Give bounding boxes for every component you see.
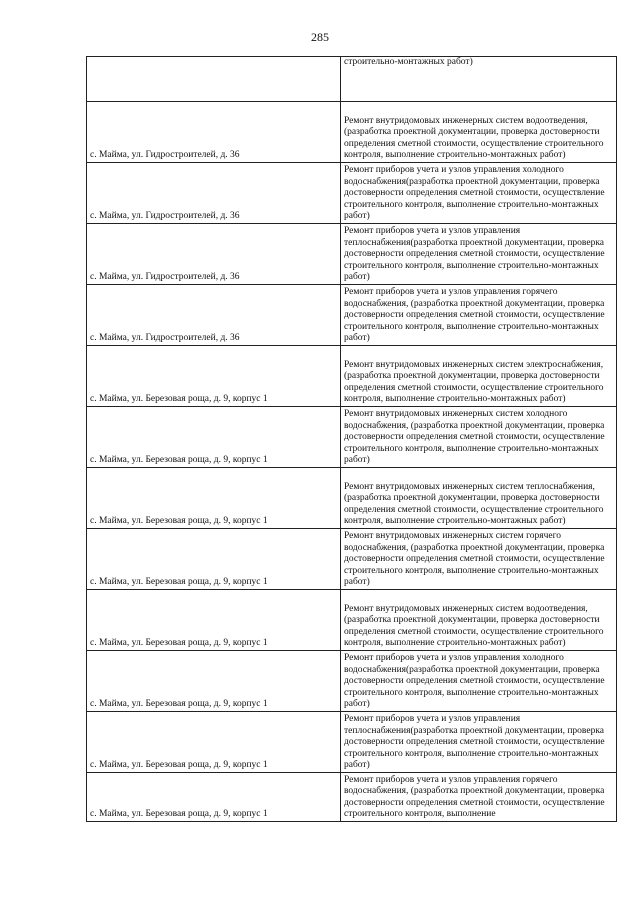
work-cell xyxy=(341,163,617,224)
address-cell xyxy=(87,651,341,712)
table-row xyxy=(87,529,617,590)
table-row xyxy=(87,224,617,285)
address-text: с. Майма, ул. Березовая роща, д. 9, корпус 1 xyxy=(90,809,268,820)
table-row xyxy=(87,285,617,346)
work-cell xyxy=(341,651,617,712)
work-cell xyxy=(341,224,617,285)
page-number: 285 xyxy=(311,30,329,44)
address-cell xyxy=(87,407,341,468)
work-cell xyxy=(341,346,617,407)
works-table xyxy=(86,56,617,822)
work-description: Ремонт внутридомовых инженерных систем электроснабжения, (разработка проектной документации, проверка достоверности определения сметной стоимости, осуществление строительного контроля, выполнение строительно-монтажных работ) xyxy=(344,359,604,405)
table-row xyxy=(87,773,617,822)
address-text: с. Майма, ул. Березовая роща, д. 9, корпус 1 xyxy=(90,638,268,649)
address-cell xyxy=(87,468,341,529)
work-cell xyxy=(341,285,617,346)
address-text: с. Майма, ул. Березовая роща, д. 9, корпус 1 xyxy=(90,760,268,771)
table-row xyxy=(87,407,617,468)
work-description: Ремонт приборов учета и узлов управления холодного водоснабжения(разработка проектной документации, проверка достоверности определения сметной стоимости, осуществление строительного контроля, выполнение строительно-монтажных работ) xyxy=(344,653,605,710)
address-cell xyxy=(87,102,341,163)
works-table-body xyxy=(87,57,617,822)
table-row xyxy=(87,102,617,163)
address-cell xyxy=(87,529,341,590)
work-cell xyxy=(341,712,617,773)
work-description: Ремонт внутридомовых инженерных систем теплоснабжения, (разработка проектной документации, проверка достоверности определения сметной стоимости, осуществление строительного контроля, выполнение строительно-монтажных работ) xyxy=(344,481,604,527)
work-cell xyxy=(341,407,617,468)
work-description: Ремонт приборов учета и узлов управления теплоснабжения(разработка проектной документации, проверка достоверности определения сметной стоимости, осуществление строительного контроля, выполнение строительно-монтажных работ) xyxy=(344,226,605,283)
table-row xyxy=(87,346,617,407)
work-cell xyxy=(341,590,617,651)
table-row xyxy=(87,57,617,102)
address-cell xyxy=(87,712,341,773)
table-row xyxy=(87,651,617,712)
address-text: с. Майма, ул. Гидростроителей, д. 36 xyxy=(90,211,240,222)
address-cell xyxy=(87,57,341,102)
work-description: Ремонт приборов учета и узлов управления холодного водоснабжения(разработка проектной документации, проверка достоверности определения сметной стоимости, осуществление строительного контроля, выполнение строительно-монтажных работ) xyxy=(344,165,605,222)
address-cell xyxy=(87,285,341,346)
table-row xyxy=(87,163,617,224)
address-cell xyxy=(87,346,341,407)
work-description: Ремонт внутридомовых инженерных систем горячего водоснабжения, (разработка проектной документации, проверка достоверности определения сметной стоимости, осуществление строительного контроля, выполнение строительно-монтажных работ) xyxy=(344,531,605,588)
work-description: Ремонт внутридомовых инженерных систем водоотведения, (разработка проектной документации, проверка достоверности определения сметной стоимости, осуществление строительного контроля, выполнение строительно-монтажных работ) xyxy=(344,603,604,649)
address-text: с. Майма, ул. Березовая роща, д. 9, корпус 1 xyxy=(90,577,268,588)
address-text: с. Майма, ул. Березовая роща, д. 9, корпус 1 xyxy=(90,455,268,466)
address-text: с. Майма, ул. Гидростроителей, д. 36 xyxy=(90,272,240,283)
work-description: Ремонт приборов учета и узлов управления горячего водоснабжения, (разработка проектной документации, проверка достоверности определения сметной стоимости, осуществление строительного контроля, выполнение xyxy=(344,774,605,820)
work-description: строительно-монтажных работ) xyxy=(344,57,473,67)
table-row xyxy=(87,468,617,529)
address-text: с. Майма, ул. Березовая роща, д. 9, корпус 1 xyxy=(90,394,268,405)
address-text: с. Майма, ул. Гидростроителей, д. 36 xyxy=(90,333,240,344)
work-description: Ремонт внутридомовых инженерных систем водоотведения, (разработка проектной документации, проверка достоверности определения сметной стоимости, осуществление строительного контроля, выполнение строительно-монтажных работ) xyxy=(344,115,604,161)
address-cell xyxy=(87,773,341,822)
work-cell xyxy=(341,102,617,163)
address-cell xyxy=(87,163,341,224)
address-text: с. Майма, ул. Гидростроителей, д. 36 xyxy=(90,150,240,161)
address-cell xyxy=(87,224,341,285)
address-text: с. Майма, ул. Березовая роща, д. 9, корпус 1 xyxy=(90,516,268,527)
address-cell xyxy=(87,590,341,651)
work-cell xyxy=(341,57,617,102)
work-cell xyxy=(341,529,617,590)
address-text: с. Майма, ул. Березовая роща, д. 9, корпус 1 xyxy=(90,699,268,710)
work-cell xyxy=(341,773,617,822)
work-description: Ремонт приборов учета и узлов управления горячего водоснабжения, (разработка проектной документации, проверка достоверности определения сметной стоимости, осуществление строительного контроля, выполнение строительно-монтажных работ) xyxy=(344,287,605,344)
table-row xyxy=(87,590,617,651)
work-cell xyxy=(341,468,617,529)
work-description: Ремонт приборов учета и узлов управления теплоснабжения(разработка проектной документации, проверка достоверности определения сметной стоимости, осуществление строительного контроля, выполнение строительно-монтажных работ) xyxy=(344,714,605,771)
work-description: Ремонт внутридомовых инженерных систем холодного водоснабжения, (разработка проектной документации, проверка достоверности определения сметной стоимости, осуществление строительного контроля, выполнение строительно-монтажных работ) xyxy=(344,409,605,466)
table-row xyxy=(87,712,617,773)
